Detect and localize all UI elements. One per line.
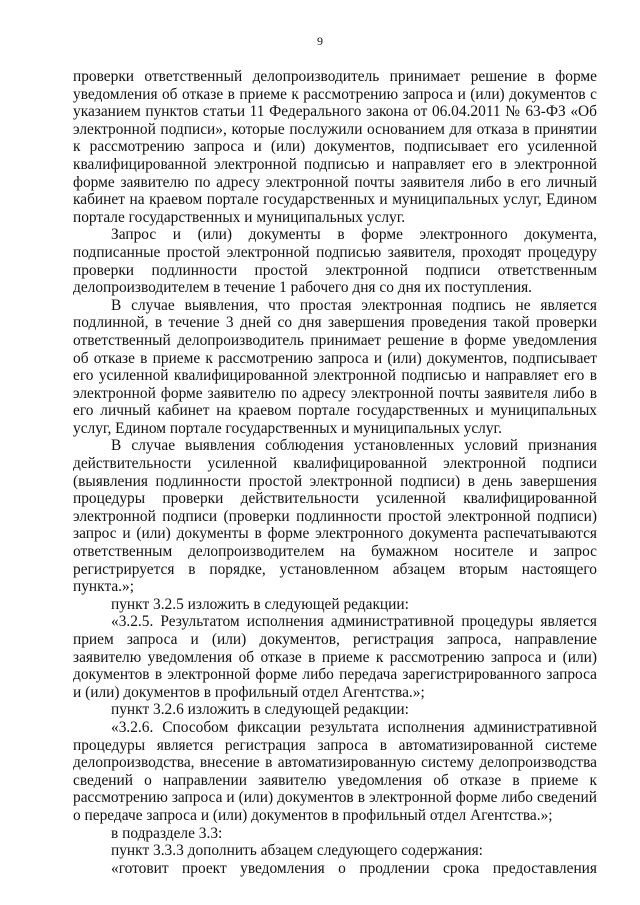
paragraph-clause-3-2-6-text: «3.2.6. Способом фиксации результата исполнения административной процедуры является регистрация запроса в автоматизированной системе делопроизводства, внесение в автоматизированную систему делопроизводства сведений о направлении заявителю уведомления об отказе в приеме к рассмотрению запроса и (или) документов в электронной форме либо сведений о передаче запроса и (или) документов в профильный отдел Агентства.»; — [73, 718, 597, 824]
paragraph-simple-signature-invalid: В случае выявления, что простая электронная подпись не является подлинной, в течение 3 дней со дня завершения проведения такой проверки ответственный делопроизводитель принимает решение в форме уведомления об отказе в приеме к рассмотрению запроса и (или) документов, подписывает его усиленной квалифицированной электронной подписью и направляет его в электронной форме заявителю по адресу электронной почты заявителя либо в его личный кабинет на краевом портале государственных и муниципальных услуг, Едином портале государственных и муниципальных услуг. — [73, 296, 597, 437]
paragraph-subsection-3-3: в подразделе 3.3: — [111, 824, 223, 842]
paragraph-clause-3-3-3-intro: пункт 3.3.3 дополнить абзацем следующего содержания: — [111, 842, 483, 860]
paragraph-clause-3-3-3-text: «готовит проект уведомления о продлении срока предоставления — [111, 859, 597, 877]
paragraph-clause-3-2-6-intro: пункт 3.2.6 изложить в следующей редакции: — [111, 701, 409, 719]
paragraph-signature-valid: В случае выявления соблюдения установленных условий признания действительности усиленной квалифицированной электронной подписи (выявления подлинности простой электронной подписи) в день завершения процедуры проверки действительности усиленной квалифицированной электронной подписи (проверки подлинности простой электронной подписи) запрос и (или) документы в форме электронного документа распечатываются ответственным делопроизводителем на бумажном носителе и запрос регистрируется в порядке, установленном абзацем вторым настоящего пункта.»; — [73, 437, 597, 596]
page-number: 9 — [317, 34, 323, 48]
paragraph-clause-3-2-5-intro: пункт 3.2.5 изложить в следующей редакции: — [111, 595, 409, 613]
paragraph-clause-3-2-5-text: «3.2.5. Результатом исполнения административной процедуры является прием запроса и (или) документов, регистрация запроса, направление заявителю уведомления об отказе в приеме к рассмотрению запроса и (или) документов в электронной форме либо передача зарегистрированного запроса и (или) документов в профильный отдел Агентства.»; — [73, 613, 597, 701]
paragraph-continuation: проверки ответственный делопроизводитель принимает решение в форме уведомления об отказе в приеме к рассмотрению запроса и (или) документов с указанием пунктов статьи 11 Федерального закона от 06.04.2011 № 63-ФЗ «Об электронной подписи», которые послужили основанием для отказа в принятии к рассмотрению запроса и (или) документов, подписывает его усиленной квалифицированной электронной подписью и направляет его в электронной форме заявителю по адресу электронной почты заявителя либо в его личный кабинет на краевом портале государственных и муниципальных услуг, Едином портале государственных и муниципальных услуг. — [73, 68, 597, 226]
paragraph-simple-signature-check: Запрос и (или) документы в форме электронного документа, подписанные простой электронной подписью заявителя, проходят процедуру проверки подлинности простой электронной подписи ответственным делопроизводителем в течение 1 рабочего дня со дня их поступления. — [73, 226, 597, 297]
document-body — [73, 68, 597, 877]
